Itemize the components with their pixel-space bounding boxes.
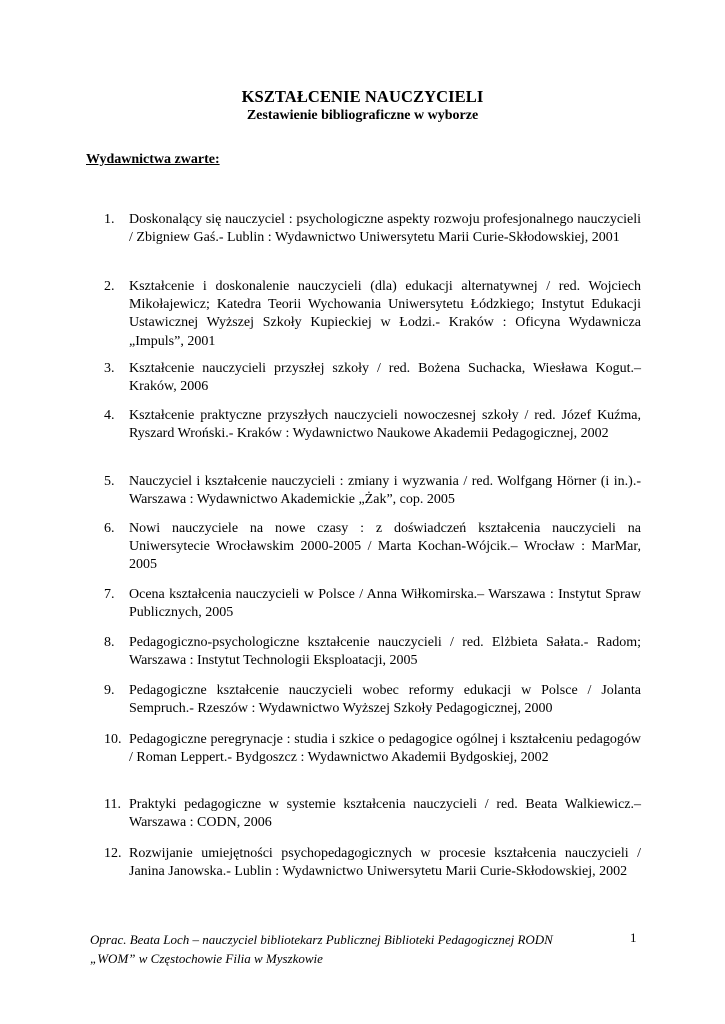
item-text: Rozwijanie umiejętności psychopedagogicznych w procesie kształcenia nauczycieli / Janina Janowska.- Lublin : Wydawnictwo Uniwersytetu Marii Curie-Skłodowskiej, 2002 bbox=[129, 846, 641, 880]
item-number: 12. bbox=[104, 846, 122, 861]
footer-credit bbox=[90, 930, 610, 968]
footer-line-2: „WOM” w Częstochowie Filia w Myszkowie bbox=[90, 951, 323, 966]
bibliography-item bbox=[104, 473, 641, 509]
bibliography-item bbox=[104, 586, 641, 622]
document-title: KSZTAŁCENIE NAUCZYCIELI bbox=[241, 87, 484, 106]
bibliography-item bbox=[104, 211, 641, 247]
section-heading: Wydawnictwa zwarte: bbox=[86, 152, 220, 167]
bibliography-item bbox=[104, 731, 641, 767]
document-subtitle: Zestawienie bibliograficzne w wyborze bbox=[246, 108, 479, 123]
item-text: Ocena kształcenia nauczycieli w Polsce / Anna Wiłkomirska.– Warszawa : Instytut Spraw Publicznych, 2005 bbox=[129, 587, 641, 621]
item-number: 4. bbox=[104, 408, 115, 423]
item-text: Pedagogiczno-psychologiczne kształcenie nauczycieli / red. Elżbieta Sałata.- Radom; Warszawa : Instytut Technologii Eksploatacji, 2005 bbox=[129, 635, 641, 669]
bibliography-item bbox=[104, 634, 641, 670]
item-number: 6. bbox=[104, 521, 115, 536]
item-number: 8. bbox=[104, 635, 115, 650]
item-text: Kształcenie i doskonalenie nauczycieli (dla) edukacji alternatywnej / red. Wojciech Mikołajewicz; Katedra Teorii Wychowania Uniwersytetu Łódzkiego; Instytut Edukacji Ustawicznej Wyższej Szkoły Kupieckiej w Łodzi.- Kraków : Oficyna Wydawnicza „Impuls”, 2001 bbox=[129, 279, 641, 349]
item-number: 11. bbox=[104, 797, 121, 812]
item-text: Praktyki pedagogiczne w systemie kształcenia nauczycieli / red. Beata Walkiewicz.– Warszawa : CODN, 2006 bbox=[129, 797, 641, 831]
item-number: 9. bbox=[104, 683, 115, 698]
bibliography-item bbox=[104, 520, 641, 575]
item-text: Doskonalący się nauczyciel : psychologiczne aspekty rozwoju profesjonalnego nauczycieli / Zbigniew Gaś.- Lublin : Wydawnictwo Uniwersytetu Marii Curie-Skłodowskiej, 2001 bbox=[129, 212, 641, 246]
item-number: 1. bbox=[104, 212, 115, 227]
bibliography-item bbox=[104, 278, 641, 351]
footer-line-1: Oprac. Beata Loch – nauczyciel bibliotekarz Publicznej Biblioteki Pedagogicznej RODN bbox=[90, 932, 553, 947]
bibliography-item bbox=[104, 796, 641, 832]
item-text: Pedagogiczne peregrynacje : studia i szkice o pedagogice ogólnej i kształceniu pedagogów / Roman Leppert.- Bydgoszcz : Wydawnictwo Akademii Bydgoskiej, 2002 bbox=[129, 732, 641, 766]
bibliography-item bbox=[104, 360, 641, 396]
item-number: 5. bbox=[104, 474, 115, 489]
item-text: Nauczyciel i kształcenie nauczycieli : zmiany i wyzwania / red. Wolfgang Hörner (i in.).- Warszawa : Wydawnictwo Akademickie „Żak”, cop. 2005 bbox=[129, 474, 641, 508]
item-number: 3. bbox=[104, 361, 115, 376]
item-number: 10. bbox=[104, 732, 122, 747]
item-text: Nowi nauczyciele na nowe czasy : z doświadczeń kształcenia nauczycieli na Uniwersytecie Wrocławskim 2000-2005 / Marta Kochan-Wójcik.– Wrocław : MarMar, 2005 bbox=[129, 521, 641, 573]
item-text: Kształcenie praktyczne przyszłych nauczycieli nowoczesnej szkoły / red. Józef Kuźma, Ryszard Wroński.- Kraków : Wydawnictwo Naukowe Akademii Pedagogicznej, 2002 bbox=[129, 408, 641, 442]
page-number: 1 bbox=[630, 930, 637, 945]
item-text: Kształcenie nauczycieli przyszłej szkoły / red. Bożena Suchacka, Wiesława Kogut.– Kraków, 2006 bbox=[129, 361, 641, 395]
item-text: Pedagogiczne kształcenie nauczycieli wobec reformy edukacji w Polsce / Jolanta Sempruch.- Rzeszów : Wydawnictwo Wyższej Szkoły Pedagogicznej, 2000 bbox=[129, 683, 641, 717]
item-number: 2. bbox=[104, 279, 115, 294]
bibliography-item bbox=[104, 407, 641, 443]
bibliography-item bbox=[104, 682, 641, 718]
item-number: 7. bbox=[104, 587, 115, 602]
bibliography-item bbox=[104, 845, 641, 881]
